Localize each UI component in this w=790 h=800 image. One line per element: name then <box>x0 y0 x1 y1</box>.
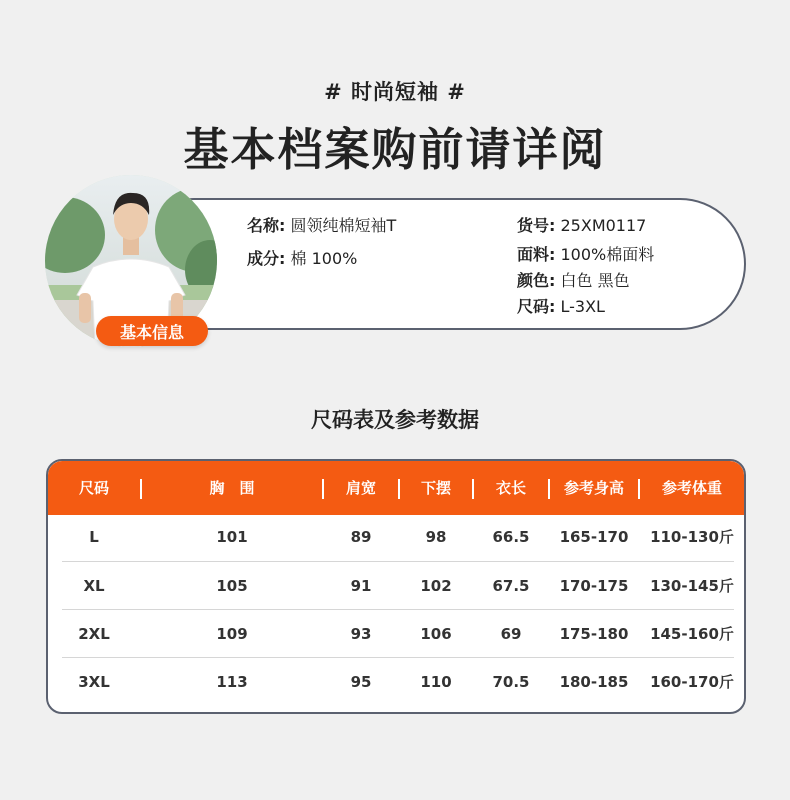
cell-ref-weight: 160-170斤 <box>650 673 734 691</box>
basic-info-badge: 基本信息 <box>96 316 208 346</box>
size-range-value: L-3XL <box>560 297 605 316</box>
col-chest: 胸 围 <box>209 479 255 497</box>
cell-chest: 109 <box>216 625 248 643</box>
cell-size: 2XL <box>78 625 110 643</box>
cell-hem: 110 <box>420 673 452 691</box>
composition-label: 成分: <box>247 249 286 268</box>
col-length: 衣长 <box>495 479 526 497</box>
name-row <box>247 213 396 236</box>
sku-value: 25XM0117 <box>560 216 647 235</box>
cell-shoulder: 95 <box>350 673 372 691</box>
cell-ref-weight: 130-145斤 <box>650 577 734 595</box>
cell-length: 69 <box>500 625 522 643</box>
fabric-row <box>517 242 654 265</box>
sku-row <box>517 213 646 236</box>
cell-length: 70.5 <box>492 673 530 691</box>
composition-value: 棉 100% <box>290 249 358 268</box>
cell-length: 67.5 <box>492 577 530 595</box>
cell-size: 3XL <box>78 673 110 691</box>
col-ref-weight: 参考体重 <box>661 479 722 497</box>
cell-shoulder: 89 <box>350 528 372 546</box>
cell-ref-height: 170-175 <box>559 577 629 595</box>
cell-hem: 98 <box>425 528 447 546</box>
color-label: 颜色: <box>517 271 556 290</box>
cell-ref-height: 175-180 <box>559 625 629 643</box>
cell-chest: 113 <box>216 673 248 691</box>
page-title: 基本档案购前请详阅 <box>183 123 607 176</box>
fabric-value: 100%棉面料 <box>560 245 655 264</box>
col-shoulder: 肩宽 <box>345 479 376 497</box>
table-row <box>62 513 732 561</box>
color-row <box>517 268 630 291</box>
size-section-title: 尺码表及参考数据 <box>311 408 479 432</box>
cell-ref-weight: 145-160斤 <box>650 625 734 643</box>
table-row <box>62 562 732 610</box>
cell-length: 66.5 <box>492 528 530 546</box>
cell-ref-height: 165-170 <box>559 528 629 546</box>
name-label: 名称: <box>247 216 286 235</box>
cell-chest: 101 <box>216 528 248 546</box>
cell-shoulder: 91 <box>350 577 372 595</box>
color-value: 白色 黑色 <box>560 271 630 290</box>
table-row <box>62 658 732 706</box>
hashtag-line: # 时尚短袖 # <box>324 80 466 104</box>
table-row <box>62 610 732 658</box>
cell-hem: 106 <box>420 625 452 643</box>
cell-ref-height: 180-185 <box>559 673 629 691</box>
col-hem: 下摆 <box>420 479 451 497</box>
cell-chest: 105 <box>216 577 248 595</box>
size-range-label: 尺码: <box>517 297 556 316</box>
cell-size: L <box>89 528 99 546</box>
composition-row <box>247 246 357 269</box>
cell-ref-weight: 110-130斤 <box>650 528 734 546</box>
cell-hem: 102 <box>420 577 452 595</box>
sku-label: 货号: <box>517 216 556 235</box>
fabric-label: 面料: <box>517 245 556 264</box>
name-value: 圆领纯棉短袖T <box>290 216 397 235</box>
col-size: 尺码 <box>78 479 109 497</box>
cell-shoulder: 93 <box>350 625 372 643</box>
table-header <box>48 461 744 515</box>
size-range-row <box>517 294 605 317</box>
size-table <box>46 459 746 714</box>
cell-size: XL <box>83 577 105 595</box>
col-ref-height: 参考身高 <box>563 479 624 497</box>
